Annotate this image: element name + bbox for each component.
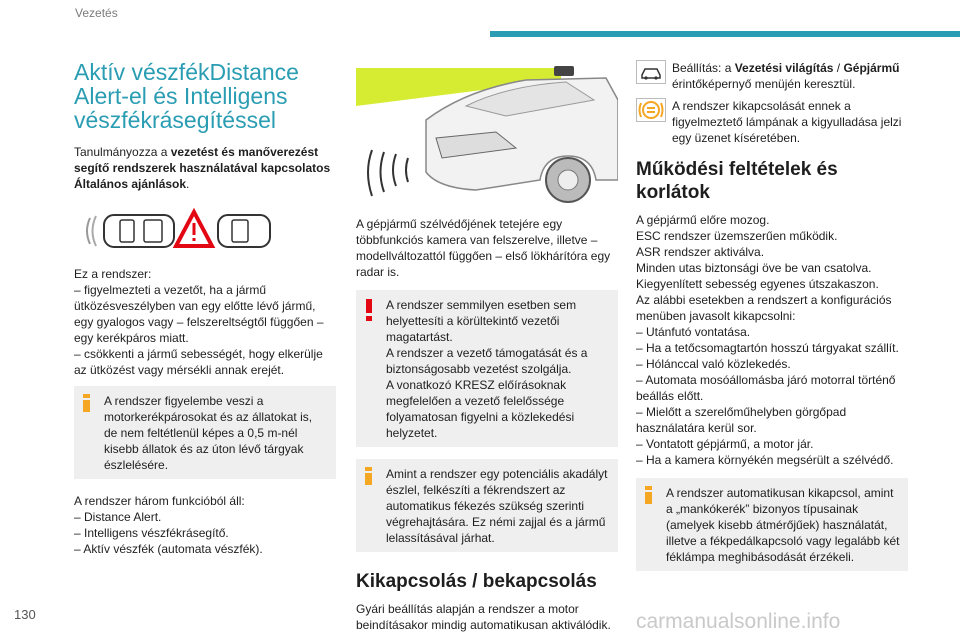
setting-text [672, 60, 908, 92]
warning-line: A rendszer a vezető támogatását és a biztonságosabb vezetést szolgálja. [386, 346, 588, 376]
watermark: carmanualsonline.info [636, 610, 841, 633]
setting-menu-vehicle: Gépjármű [843, 61, 900, 75]
condition-line: – Mielőtt a szerelőműhelyben görgőpad használatára kerül sor. [636, 405, 847, 435]
car-camera-illustration [356, 60, 618, 208]
info-note [636, 478, 908, 571]
info-note [356, 459, 618, 552]
condition-line: Kiegyenlített sebesség egyenes útszakaszon. [636, 277, 879, 291]
column-1 [74, 60, 336, 557]
info-note-text: A rendszer automatikusan kikapcsol, amint a „mankókerék” bizonyos típusainak (amelyek kisebb átmérőjűek) használatát, illetve a fékpedálkapcsoló vagy legalább két féklámpa meghibásodását érzékeli. [666, 486, 900, 564]
function-list [74, 493, 336, 557]
condition-line: Az alábbi esetekben a rendszert a konfigurációs menüben javasolt kikapcsolni: [636, 293, 892, 323]
setting-post: érintőképernyő menüjén keresztül. [672, 77, 856, 91]
warning-lamp-icon [636, 98, 666, 122]
condition-line: Minden utas biztonsági öve be van csatolva. [636, 261, 872, 275]
section-header: Vezetés [75, 6, 118, 20]
collision-warning-icon [84, 206, 336, 256]
setting-menu-lighting: Vezetési világítás [734, 61, 834, 75]
warning-line: A rendszer semmilyen esetben sem helyettesíti a körültekintő vezetői magatartást. [386, 298, 577, 344]
function-line: A rendszer három funkcióból áll: [74, 494, 245, 508]
function-line: – Aktív vészfék (automata vészfék). [74, 542, 263, 556]
function-line: – Distance Alert. [74, 510, 162, 524]
header-bar [490, 31, 960, 37]
function-line: – Intelligens vészfékrásegítő. [74, 526, 229, 540]
column-2 [356, 60, 618, 640]
intro-end: . [186, 177, 190, 191]
info-note [74, 386, 336, 479]
system-line: Ez a rendszer: [74, 267, 152, 281]
car-menu-icon [636, 60, 666, 84]
off-row [636, 98, 908, 146]
system-line: – figyelmezteti a vezetőt, ha a jármű ütközésveszélyben van egy előtte lévő jármű, egy gyalogos vagy – felszereltségtől függően – egy kerékpáros miatt. [74, 283, 324, 345]
condition-line: – Automata mosóállomásba járó motorral történő beállás előtt. [636, 373, 896, 403]
warning-line: A vonatkozó KRESZ előírásoknak megfelelően a vezető felelőssége folyamatosan figyelni a közlekedési helyzetet. [386, 378, 575, 440]
condition-line: ASR rendszer aktiválva. [636, 245, 765, 259]
info-icon [365, 467, 373, 485]
setting-pre: Beállítás: a [672, 61, 735, 75]
page-number: 130 [14, 607, 36, 622]
condition-line: A gépjármű előre mozog. [636, 213, 770, 227]
system-line: – csökkenti a jármű sebességét, hogy elkerülje az ütközést vagy mérsékli annak erejét. [74, 347, 323, 377]
section-heading-toggle: Kikapcsolás / bekapcsolás [356, 571, 597, 592]
intro-paragraph [74, 144, 336, 192]
info-icon [645, 486, 653, 504]
condition-line: – Ha a tetőcsomagtartón hosszú tárgyakat szállít. [636, 341, 899, 355]
condition-line: – Hólánccal való közlekedés. [636, 357, 791, 371]
intro-bold: vezetést és manőverezést segítő rendszerek használatával kapcsolatos Általános ajánlások [74, 145, 331, 191]
condition-line: – Utánfutó vontatása. [636, 325, 751, 339]
system-description [74, 266, 336, 378]
toggle-paragraph: Gyári beállítás alapján a rendszer a motor beindításakor mindig automatikusan aktiválódik. [356, 602, 611, 632]
warning-icon [365, 299, 373, 321]
warning-note [356, 290, 618, 447]
section-heading-conditions: Működési feltételek és korlátok [636, 159, 838, 203]
condition-line: – Ha a kamera környékén megsérült a szélvédő. [636, 453, 894, 467]
info-note-text: Amint a rendszer egy potenciális akadályt észlel, felkészíti a fékrendszert az automatikus fékezés szükség szerinti végrehajtására. Ez némi zajjal és a jármű lelassításával járhat. [386, 467, 608, 545]
condition-line: ESC rendszer üzemszerűen működik. [636, 229, 838, 243]
conditions-list [636, 212, 908, 468]
page-title: Aktív vészfékDistance Alert-el és Intelligens vészfékrásegítéssel [74, 59, 299, 133]
camera-paragraph: A gépjármű szélvédőjének tetejére egy többfunkciós kamera van felszerelve, illetve – modellváltozattól függően – első lökhárítóra egy radar is. [356, 217, 611, 279]
condition-line: – Vontatott gépjármű, a motor jár. [636, 437, 814, 451]
info-note-text: A rendszer figyelembe veszi a motorkerékpárosokat és az állatokat is, de nem feltétlenül képes a 0,5 m-nél kisebb állatok és az úton lévő tárgyak észlelésére. [104, 394, 313, 472]
off-text: A rendszer kikapcsolását ennek a figyelmeztető lámpának a kigyulladása jelzi egy üzenet kíséretében. [672, 99, 902, 145]
setting-row [636, 60, 908, 92]
intro-text: Tanulmányozza a [74, 145, 171, 159]
info-icon [83, 394, 91, 412]
setting-sep: / [833, 61, 844, 75]
column-3 [636, 60, 908, 581]
